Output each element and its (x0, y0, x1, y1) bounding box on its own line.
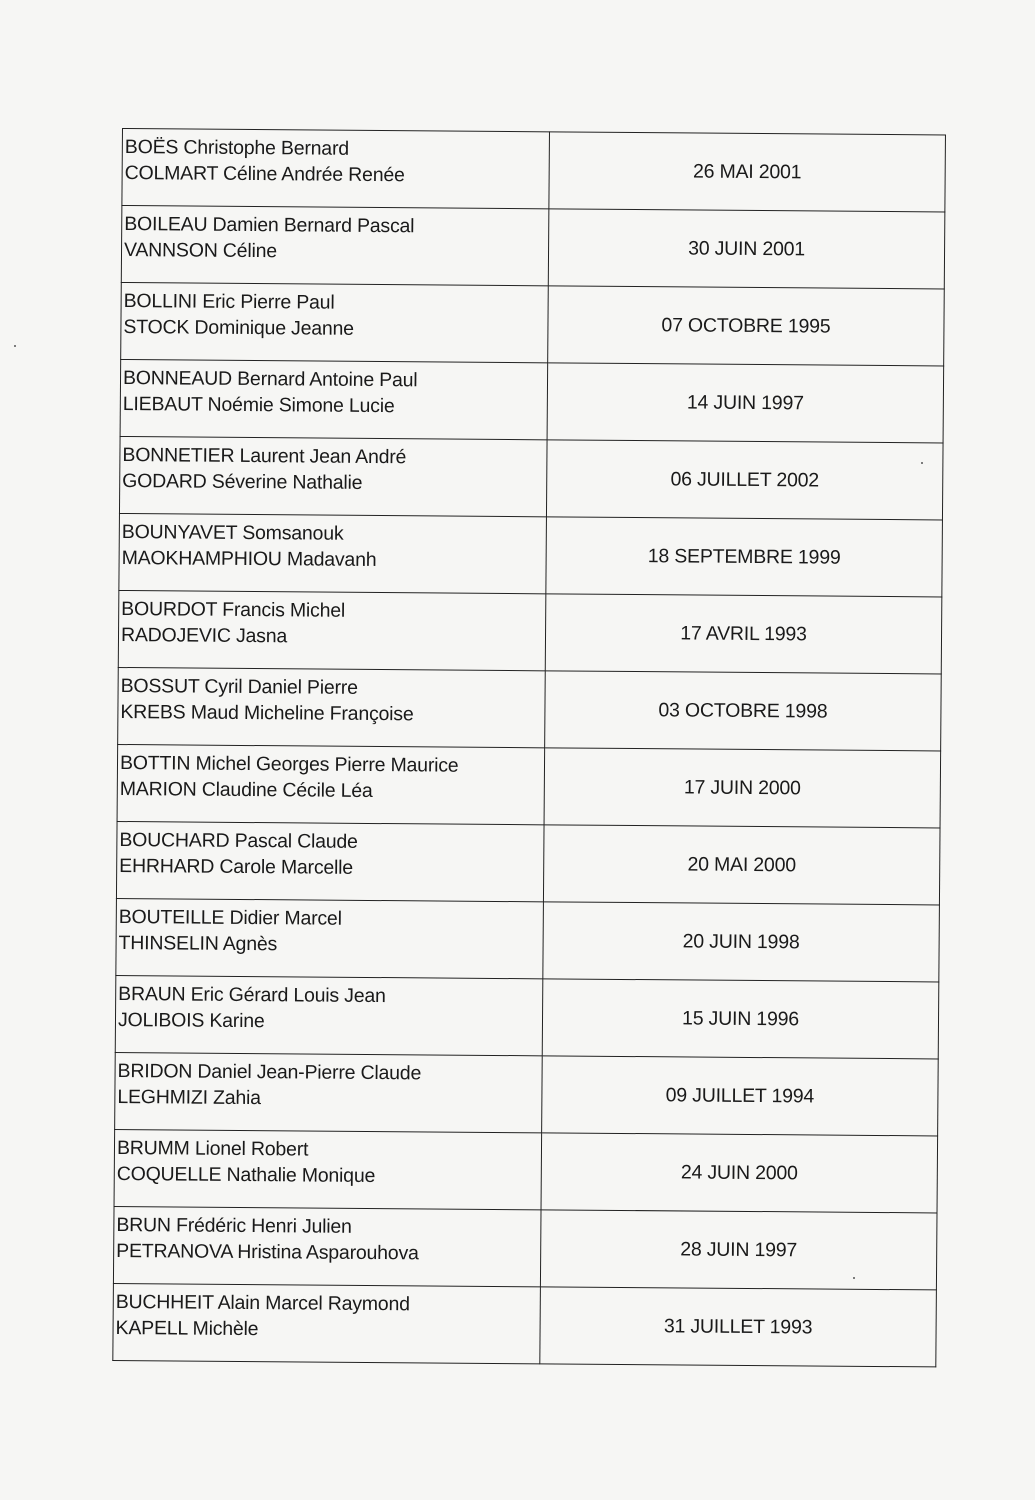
marriage-date: 28 JUIN 1997 (540, 1210, 937, 1290)
spouse-1-name: BOËS Christophe Bernard (124, 136, 350, 160)
names-cell (121, 206, 549, 286)
table-row (113, 1206, 937, 1289)
spouse-1-name: BOTTIN Michel Georges Pierre Maurice (119, 752, 459, 777)
names-cell (115, 975, 543, 1055)
table-row (118, 667, 942, 750)
spouse-1-name: BUCHHEIT Alain Marcel Raymond (115, 1290, 410, 1316)
marriage-date: 06 JUILLET 2002 (546, 440, 943, 520)
table-row (119, 513, 943, 596)
names-cell (113, 1283, 541, 1363)
table-row (115, 1052, 939, 1135)
table-row (115, 975, 939, 1058)
marriage-date: 15 JUIN 1996 (542, 979, 939, 1059)
spouse-2-name: EHRHARD Carole Marcelle (119, 855, 354, 879)
spouse-1-name: BRAUN Eric Gérard Louis Jean (118, 982, 386, 1008)
names-cell (116, 821, 544, 901)
names-cell (116, 898, 544, 978)
names-cell (114, 1129, 542, 1209)
spouse-2-name: MAOKHAMPHIOU Madavanh (121, 547, 377, 572)
spouse-1-name: BOLLINI Eric Pierre Paul (123, 290, 335, 314)
table-row (119, 436, 943, 519)
marriage-date: 31 JUILLET 1993 (540, 1287, 937, 1367)
table-row (113, 1283, 937, 1366)
spouse-2-name: VANNSON Céline (123, 239, 278, 263)
spouse-2-name: LEGHMIZI Zahia (117, 1085, 261, 1110)
marriage-date: 18 SEPTEMBRE 1999 (546, 517, 943, 597)
spouse-1-name: BRIDON Daniel Jean-Pierre Claude (117, 1059, 422, 1085)
names-cell (119, 436, 547, 516)
spouse-2-name: THINSELIN Agnès (118, 931, 278, 956)
marriage-date: 14 JUIN 1997 (547, 363, 944, 443)
table-row (117, 744, 941, 827)
names-cell (118, 590, 546, 670)
spouse-1-name: BOUCHARD Pascal Claude (119, 829, 358, 853)
spouse-2-name: LIEBAUT Noémie Simone Lucie (122, 393, 395, 418)
spouse-2-name: PETRANOVA Hristina Asparouhova (116, 1239, 419, 1265)
spouse-1-name: BONNEAUD Bernard Antoine Paul (122, 367, 418, 392)
names-cell (118, 667, 546, 747)
names-cell (121, 282, 549, 362)
names-cell (120, 359, 548, 439)
marriage-date: 20 JUIN 1998 (543, 902, 940, 982)
marriage-date: 24 JUIN 2000 (541, 1133, 938, 1213)
marriage-date: 20 MAI 2000 (543, 825, 940, 905)
spouse-1-name: BOUTEILLE Didier Marcel (118, 905, 342, 930)
spouse-2-name: KREBS Maud Micheline Françoise (120, 701, 414, 726)
spouse-2-name: COQUELLE Nathalie Monique (116, 1162, 376, 1188)
spouse-1-name: BOSSUT Cyril Daniel Pierre (120, 675, 358, 699)
marriage-register-table (112, 128, 946, 1367)
spouse-2-name: KAPELL Michèle (115, 1316, 259, 1341)
marriage-date: 07 OCTOBRE 1995 (548, 286, 945, 366)
table-row (121, 282, 945, 365)
spouse-2-name: COLMART Céline Andrée Renée (124, 162, 405, 187)
marriage-date: 17 AVRIL 1993 (545, 594, 942, 674)
names-cell (117, 744, 545, 824)
table-row (118, 590, 942, 673)
marriage-date: 09 JUILLET 1994 (542, 1056, 939, 1136)
spouse-2-name: RADOJEVIC Jasna (120, 624, 288, 648)
marriage-date: 17 JUIN 2000 (544, 748, 941, 828)
scan-speck (853, 1277, 855, 1279)
names-cell (115, 1052, 543, 1132)
names-cell (119, 513, 547, 593)
spouse-1-name: BRUMM Lionel Robert (116, 1136, 309, 1161)
scan-speck (14, 345, 16, 347)
spouse-1-name: BOILEAU Damien Bernard Pascal (124, 213, 415, 238)
spouse-2-name: STOCK Dominique Jeanne (123, 316, 354, 340)
spouse-1-name: BRUN Frédéric Henri Julien (116, 1213, 352, 1238)
spouse-1-name: BOURDOT Francis Michel (121, 598, 346, 622)
marriage-date: 03 OCTOBRE 1998 (545, 671, 942, 751)
spouse-2-name: GODARD Séverine Nathalie (122, 470, 363, 494)
names-cell (122, 129, 550, 209)
spouse-2-name: MARION Claudine Cécile Léa (119, 778, 373, 802)
table-row (116, 821, 940, 904)
table-row (120, 359, 944, 442)
table-row (116, 898, 940, 981)
table-row (122, 129, 946, 212)
marriage-date: 26 MAI 2001 (549, 132, 946, 212)
scan-speck (921, 462, 923, 464)
spouse-1-name: BOUNYAVET Somsanouk (121, 521, 344, 545)
spouse-2-name: JOLIBOIS Karine (117, 1008, 265, 1033)
marriage-date: 30 JUIN 2001 (548, 209, 945, 289)
spouse-1-name: BONNETIER Laurent Jean André (122, 444, 407, 469)
table-row (114, 1129, 938, 1212)
table-row (121, 206, 945, 289)
names-cell (113, 1206, 541, 1286)
